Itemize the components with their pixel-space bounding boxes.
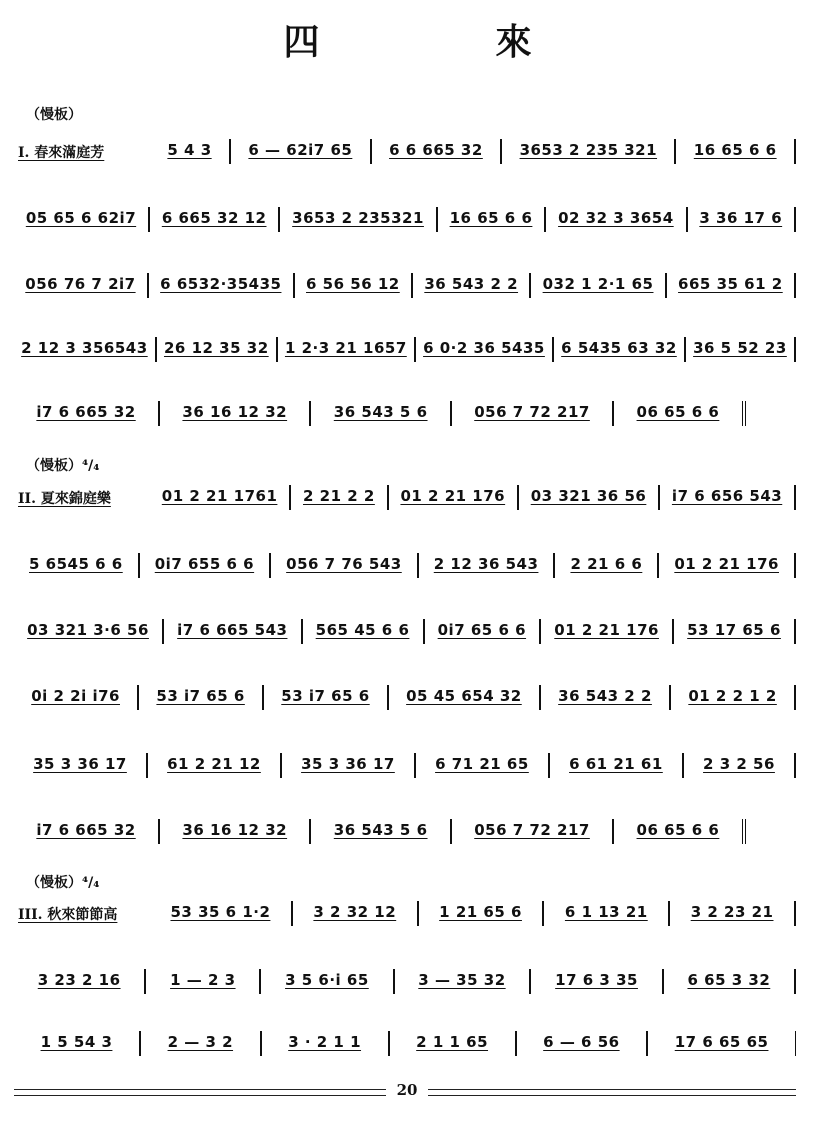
page-title: 四 來 bbox=[283, 21, 602, 63]
measure: 5 4 3 bbox=[150, 139, 231, 164]
measure: 26 12 35 32 bbox=[157, 337, 278, 362]
measure: 36 543 5 6 bbox=[311, 819, 451, 844]
measure: 3 2 23 21 bbox=[670, 901, 796, 926]
measure: 3 5 6·i 65 bbox=[261, 969, 394, 994]
measure: 53 35 6 1·2 bbox=[150, 901, 293, 926]
measure: 0i7 655 6 6 bbox=[140, 553, 271, 578]
section-2-line-2 bbox=[14, 548, 796, 578]
measure: 6 0·2 36 5435 bbox=[416, 337, 554, 362]
section-2-tempo: （慢板）⁴/₄ bbox=[26, 458, 100, 474]
section-2-label: II. 夏來錦庭樂 bbox=[18, 491, 111, 507]
measure: 3 — 35 32 bbox=[395, 969, 532, 994]
footer-rule-right bbox=[428, 1089, 796, 1096]
section-3-label: III. 秋來節節高 bbox=[18, 907, 118, 923]
measure: 032 1 2·1 65 bbox=[531, 273, 666, 298]
measure: i7 6 665 32 bbox=[14, 819, 160, 844]
measure: 01 2 21 176 bbox=[659, 553, 796, 578]
measure: 3 · 2 1 1 bbox=[262, 1031, 390, 1056]
measure: 6 71 21 65 bbox=[416, 753, 550, 778]
measure: 1 — 2 3 bbox=[146, 969, 261, 994]
measure: 03 321 3·6 56 bbox=[14, 619, 164, 644]
measure: 53 17 65 6 bbox=[674, 619, 796, 644]
measure: 17 6 65 65 bbox=[648, 1031, 796, 1056]
measure: 02 32 3 3654 bbox=[546, 207, 687, 232]
measure: 01 2 21 176 bbox=[541, 619, 674, 644]
measure: 1 2·3 21 1657 bbox=[278, 337, 416, 362]
measure: 6 56 56 12 bbox=[295, 273, 413, 298]
section-1-line-3 bbox=[14, 268, 796, 298]
measure: 01 2 2 1 2 bbox=[671, 685, 796, 710]
measure: 3653 2 235 321 bbox=[502, 139, 676, 164]
measure: i7 6 656 543 bbox=[660, 485, 796, 510]
section-1-line-4 bbox=[14, 332, 796, 362]
measure: 36 543 2 2 bbox=[413, 273, 531, 298]
measure: i7 6 665 543 bbox=[164, 619, 303, 644]
measure: 01 2 21 1761 bbox=[150, 485, 291, 510]
measure: 06 65 6 6 bbox=[614, 819, 746, 844]
footer-rule-left bbox=[14, 1089, 386, 1096]
section-1-tempo: （慢板） bbox=[26, 107, 82, 123]
measure: 6 61 21 61 bbox=[550, 753, 684, 778]
measure: 0i 2 2i i76 bbox=[14, 685, 139, 710]
measure: 6 65 3 32 bbox=[664, 969, 796, 994]
measure: 06 65 6 6 bbox=[614, 401, 746, 426]
measure: 6 6 665 32 bbox=[372, 139, 502, 164]
section-2-line-1 bbox=[150, 480, 796, 510]
measure: 05 45 654 32 bbox=[389, 685, 541, 710]
measure: 03 321 36 56 bbox=[519, 485, 660, 510]
measure: 61 2 21 12 bbox=[148, 753, 282, 778]
measure: 6 5435 63 32 bbox=[554, 337, 686, 362]
measure: 6 — 6 56 bbox=[517, 1031, 649, 1056]
measure: 3653 2 235321 bbox=[280, 207, 437, 232]
measure: 3 23 2 16 bbox=[14, 969, 146, 994]
measure: i7 6 665 32 bbox=[14, 401, 160, 426]
section-2-line-3 bbox=[14, 614, 796, 644]
page-number: 20 bbox=[392, 1081, 422, 1099]
section-3-tempo: （慢板）⁴/₄ bbox=[26, 875, 100, 891]
section-3-line-3 bbox=[14, 1026, 796, 1056]
measure: 36 543 5 6 bbox=[311, 401, 451, 426]
measure: 16 65 6 6 bbox=[438, 207, 546, 232]
measure: 565 45 6 6 bbox=[303, 619, 425, 644]
measure: 2 3 2 56 bbox=[684, 753, 796, 778]
measure: 056 7 72 217 bbox=[452, 401, 614, 426]
measure: 17 6 3 35 bbox=[531, 969, 663, 994]
measure: 3 2 32 12 bbox=[293, 901, 419, 926]
measure: 36 16 12 32 bbox=[160, 401, 311, 426]
measure: 53 i7 65 6 bbox=[139, 685, 264, 710]
measure: 53 i7 65 6 bbox=[264, 685, 389, 710]
section-3-line-1 bbox=[150, 896, 796, 926]
measure: 665 35 61 2 bbox=[667, 273, 796, 298]
measure: 01 2 21 176 bbox=[389, 485, 519, 510]
measure: 6 665 32 12 bbox=[150, 207, 280, 232]
measure: 36 5 52 23 bbox=[686, 337, 796, 362]
section-3-line-2 bbox=[14, 964, 796, 994]
measure: 6 1 13 21 bbox=[544, 901, 670, 926]
measure: 36 543 2 2 bbox=[541, 685, 671, 710]
section-1-line-1 bbox=[150, 134, 796, 164]
measure: 05 65 6 62i7 bbox=[14, 207, 150, 232]
section-1-label: I. 春來滿庭芳 bbox=[18, 145, 105, 161]
measure: 16 65 6 6 bbox=[676, 139, 796, 164]
measure: 0i7 65 6 6 bbox=[425, 619, 542, 644]
measure: 6 6532·35435 bbox=[149, 273, 295, 298]
section-2-line-6 bbox=[14, 814, 796, 844]
measure: 1 21 65 6 bbox=[419, 901, 545, 926]
measure: 056 76 7 2i7 bbox=[14, 273, 149, 298]
measure: 056 7 76 543 bbox=[271, 553, 419, 578]
measure: 35 3 36 17 bbox=[14, 753, 148, 778]
measure: 5 6545 6 6 bbox=[14, 553, 140, 578]
measure: 2 12 3 356543 bbox=[14, 337, 157, 362]
measure: 35 3 36 17 bbox=[282, 753, 416, 778]
measure: 2 — 3 2 bbox=[141, 1031, 262, 1056]
measure: 2 1 1 65 bbox=[390, 1031, 517, 1056]
measure: 2 12 36 543 bbox=[419, 553, 556, 578]
measure: 36 16 12 32 bbox=[160, 819, 311, 844]
measure: 1 5 54 3 bbox=[14, 1031, 141, 1056]
measure: 3 36 17 6 bbox=[688, 207, 796, 232]
section-1-line-2 bbox=[14, 202, 796, 232]
section-2-line-4 bbox=[14, 680, 796, 710]
measure: 056 7 72 217 bbox=[452, 819, 614, 844]
section-1-line-5 bbox=[14, 396, 796, 426]
measure: 2 21 2 2 bbox=[291, 485, 388, 510]
section-2-line-5 bbox=[14, 748, 796, 778]
measure: 2 21 6 6 bbox=[555, 553, 659, 578]
measure: 6 — 62i7 65 bbox=[231, 139, 372, 164]
